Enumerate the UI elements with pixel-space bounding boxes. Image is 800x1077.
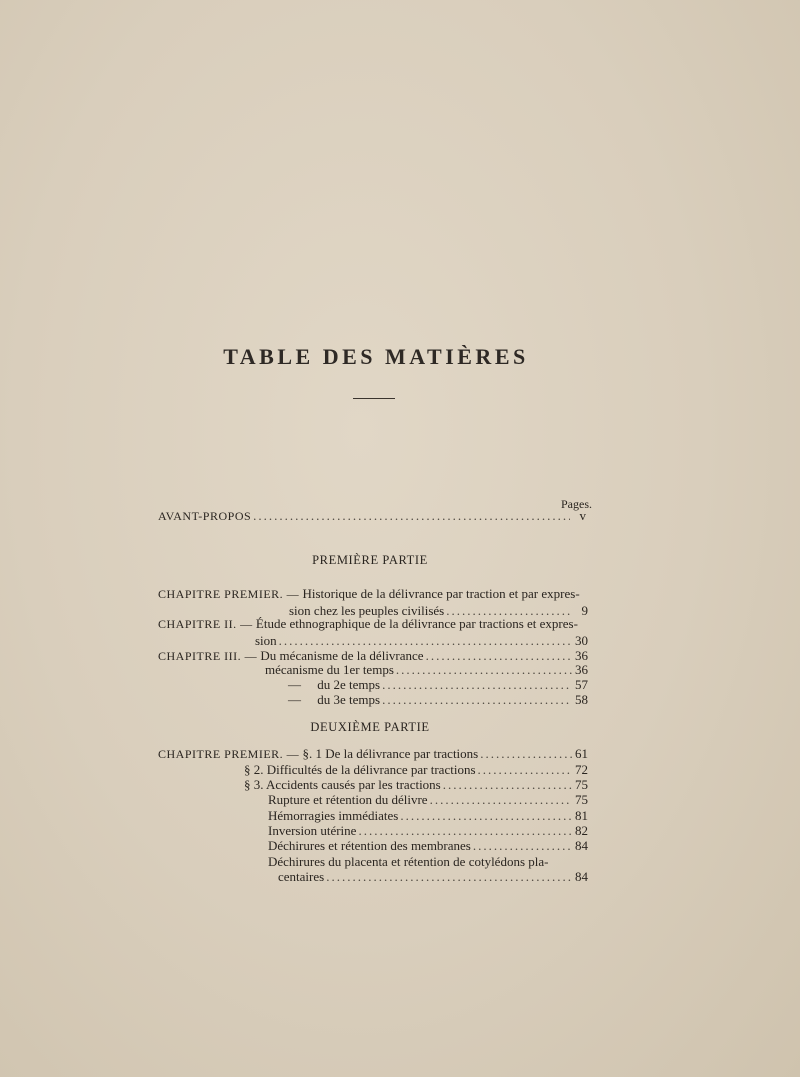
toc-entry-part2-7 [268,838,588,854]
toc-entry-part2-2 [244,762,588,778]
toc-page-number: 36 [575,662,588,677]
toc-text: centaires [278,869,325,884]
toc-page-number: 75 [575,777,588,792]
toc-entry-part2-8-line-2 [278,869,588,885]
title-rule [353,398,395,399]
toc-text: Étude ethnographique de la délivrance par tractions et expres- [255,616,578,631]
ditto-dash: — [288,677,301,692]
toc-text: Déchirures du placenta et rétention de cotylédons pla- [268,854,549,869]
dot-leader [430,792,572,808]
dot-leader [326,869,572,885]
toc-entry-chapter-2-line-1 [158,616,578,632]
toc-page-number: 75 [575,792,588,807]
toc-entry-part2-8-line-1 [268,854,548,870]
ditto-dash: — [288,692,301,707]
toc-text: Déchirures et rétention des membranes [268,838,471,853]
toc-text: mécanisme du 1er temps [265,662,394,677]
toc-label: AVANT-PROPOS [158,509,252,523]
toc-page-number: 82 [575,823,588,838]
dot-leader [253,508,570,524]
toc-text [288,677,380,693]
toc-text: § 3. Accidents causés par les tractions [244,777,441,792]
toc-page-number: 30 [575,633,588,648]
toc-text [288,692,380,708]
toc-page-number: 72 [575,762,588,777]
toc-entry-part2-4 [268,792,588,808]
page-title: TABLE DES MATIÈRES [223,344,529,369]
toc-page-number: 84 [575,869,588,884]
chapter-label: CHAPITRE PREMIER. — [158,587,300,601]
toc-page-number: 61 [575,746,588,761]
toc-page-number: 36 [575,648,588,663]
chapter-label: CHAPITRE PREMIER. — [158,747,300,761]
toc-entry-chapter-1-line-1 [158,586,580,602]
toc-subentry-temps-2 [288,677,588,693]
toc-text: Historique de la délivrance par traction et par expres- [302,586,580,601]
toc-text: sion [255,633,277,648]
dot-leader [473,838,572,854]
toc-text: Rupture et rétention du délivre [268,792,428,807]
dot-leader [382,692,572,708]
toc-page-number: v [579,508,586,523]
pages-column-header: Pages. [561,497,592,511]
toc-subentry-temps-3 [288,692,588,708]
part-heading-2: DEUXIÈME PARTIE [310,720,430,734]
toc-page-number: 58 [575,692,588,707]
toc-text: Hémorragies immédiates [268,808,399,823]
part-heading-1: PREMIÈRE PARTIE [312,553,428,567]
dot-leader [382,677,572,693]
toc-page-number: 81 [575,808,588,823]
dot-leader [358,823,572,839]
toc-page-number: 84 [575,838,588,853]
toc-entry-part2-1 [158,746,588,762]
toc-text: du 2e temps [317,677,381,692]
toc-text: §. 1 De la délivrance par tractions [302,746,479,761]
toc-page-number: 9 [581,603,588,618]
toc-entry-avant-propos [158,508,586,524]
dot-leader [396,662,572,678]
toc-subentry-temps-1 [265,662,588,678]
dot-leader [400,808,572,824]
toc-text: sion chez les peuples civilisés [289,603,445,618]
toc-text: Du mécanisme de la délivrance [260,648,424,663]
toc-entry-part2-5 [268,808,588,824]
toc-text: du 3e temps [317,692,381,707]
dot-leader [443,777,572,793]
toc-text: § 2. Difficultés de la délivrance par tractions [244,762,476,777]
toc-entry-part2-6 [268,823,588,839]
toc-text [158,746,478,762]
chapter-label: CHAPITRE III. — [158,649,258,663]
dot-leader [279,633,572,649]
toc-text: Inversion utérine [268,823,357,838]
toc-entry-part2-3 [244,777,588,793]
chapter-label: CHAPITRE II. — [158,617,253,631]
dot-leader [480,746,572,762]
dot-leader [478,762,572,778]
toc-page-number: 57 [575,677,588,692]
toc-entry-chapter-2-line-2 [255,633,588,649]
